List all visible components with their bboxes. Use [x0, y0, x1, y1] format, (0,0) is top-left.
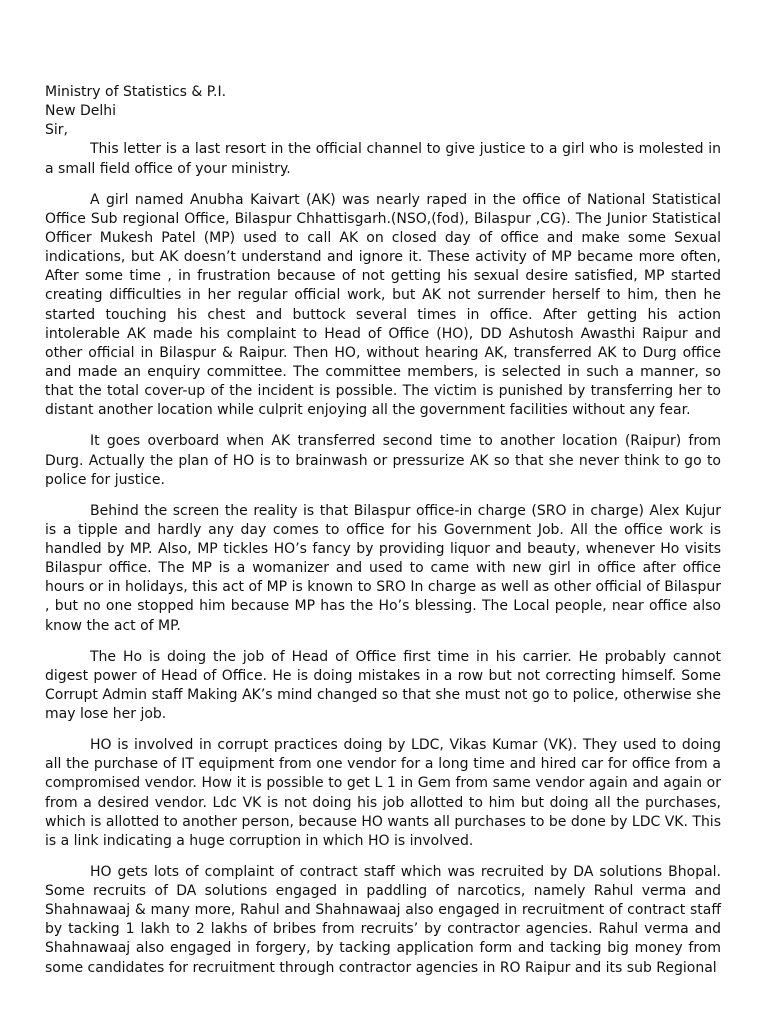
paragraph-second-transfer: It goes overboard when AK transferred second time to another location (Raipur) from Durg. Actually the plan of HO is to brainwash or pressurize AK so that she never think to go to police for justice. — [45, 433, 721, 488]
salutation: Sir, — [45, 122, 68, 139]
paragraph-intro: This letter is a last resort in the official channel to give justice to a girl who is molested in a small field office of your ministry. — [45, 141, 721, 177]
address-line-city: New Delhi — [45, 103, 117, 120]
paragraph-corruption: HO is involved in corrupt practices doing by LDC, Vikas Kumar (VK). They used to doing all the purchase of IT equipment from one vendor for a long time and hired car for office from a compromised vendor. How it is possible to get L 1 in Gem from same vendor again and again or from a desired vendor. Ldc VK is not doing his job allotted to him but doing all the purchases, which is allotted to another person, because HO wants all purchases to be done by LDC VK. This is a link indicating a huge corruption in which HO is involved. — [45, 737, 721, 849]
address-line-ministry: Ministry of Statistics & P.I. — [45, 84, 227, 100]
paragraph-contract-staff: HO gets lots of complaint of contract staff which was recruited by DA solutions Bhopal. Some recruits of DA solutions engaged in paddling of narcotics, namely Rahul verma and Shahnawaaj & many more, Rahul and Shahnawaaj also engaged in recruitment of contract staff by tacking 1 lakh to 2 lakhs of bribes from recruits’ by contractor agencies. Rahul verma and Shahnawaaj also engaged in forgery, by tacking application form and tacking big money from some candidates for recruitment through contractor agencies in RO Raipur and its sub Regional — [45, 863, 721, 976]
paragraph-head-of-office: The Ho is doing the job of Head of Office first time in his carrier. He probably cannot digest power of Head of Office. He is doing mistakes in a row but not correcting himself. Some Corrupt Admin staff Making AK’s mind changed so that she must not go to police, otherwise she may lose her job. — [45, 648, 721, 723]
paragraph-incident: A girl named Anubha Kaivart (AK) was nearly raped in the office of National Statistical Office Sub regional Office, Bilaspur Chhattisgarh.(NSO,(fod), Bilaspur ,CG). The Junior Statistical Officer Mukesh Patel (MP) used to call AK on closed day of office and make some Sexual indications, but AK doesn’t understand and ignore it. These activity of MP became more often, After some time , in frustration because of not getting his sexual desire satisfied, MP started creating difficulties in her regular official work, but AK not surrender herself to him, then he started touching his chest and buttock several times in office. After getting his action intolerable AK made his complaint to Head of Office (HO), DD Ashutosh Awasthi Raipur and other official in Bilaspur & Raipur. Then HO, without hearing AK, transferred AK to Durg office and made an enquiry committee. The committee members, is selected in such a manner, so that the total cover-up of the incident is possible. The victim is punished by transferring her to distant another location while culprit enjoying all the government facilities without any fear. — [45, 191, 721, 419]
letter-address — [45, 83, 721, 140]
paragraph-office-reality: Behind the screen the reality is that Bilaspur office-in charge (SRO in charge) Alex Kujur is a tipple and hardly any day comes to office for his Government Job. All the office work is handled by MP. Also, MP tickles HO’s fancy by providing liquor and beauty, whenever Ho visits Bilaspur office. The MP is a womanizer and used to came with new girl in office after office hours or in holidays, this act of MP is known to SRO In charge as well as other official of Bilaspur , but no one stopped him because MP has the Ho’s blessing. The Local people, near office also know the act of MP. — [45, 502, 721, 634]
letter-page — [45, 83, 721, 990]
letter-body — [45, 140, 721, 977]
